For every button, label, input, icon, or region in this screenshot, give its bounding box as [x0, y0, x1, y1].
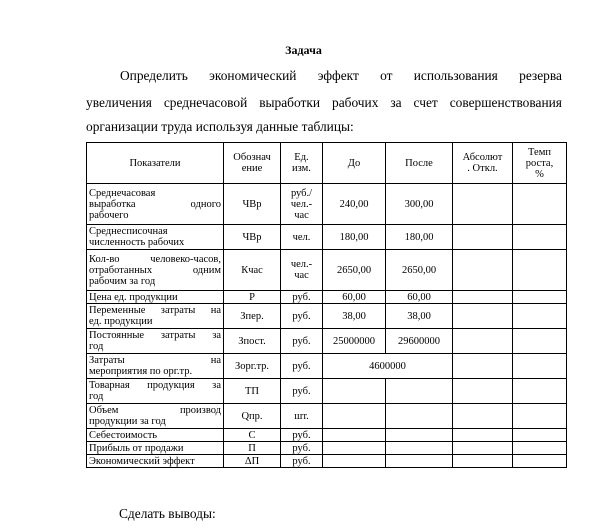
row-abs-dev: [453, 442, 513, 455]
row-unit: чел.: [281, 225, 323, 250]
row-growth: [513, 329, 567, 354]
header-indicator: Показатели: [87, 143, 224, 184]
row-growth: [513, 404, 567, 429]
row-symbol: Р: [224, 291, 281, 304]
row-after: 29600000: [386, 329, 453, 354]
row-growth: [513, 225, 567, 250]
data-table: [86, 142, 567, 468]
row-unit: руб.: [281, 379, 323, 404]
header-unit: Ед. изм.: [281, 143, 323, 184]
header-after: После: [386, 143, 453, 184]
table-row: [87, 429, 567, 442]
row-symbol: П: [224, 442, 281, 455]
row-growth: [513, 429, 567, 442]
row-indicator: Среднечасовая выработка одного рабочего: [87, 184, 224, 225]
table-row: [87, 442, 567, 455]
row-growth: [513, 291, 567, 304]
table-row: [87, 225, 567, 250]
row-symbol: Зорг.тр.: [224, 354, 281, 379]
row-abs-dev: [453, 184, 513, 225]
task-paragraph-line-3: организации труда используя данные таблицы:: [86, 119, 354, 134]
line1-word: Определить: [120, 68, 188, 83]
row-growth: [513, 442, 567, 455]
row-growth: [513, 379, 567, 404]
row-before: 60,00: [323, 291, 386, 304]
task-paragraph-line-2: [86, 95, 562, 111]
row-before: 180,00: [323, 225, 386, 250]
row-before: [323, 379, 386, 404]
header-symbol: Обознач ение: [224, 143, 281, 184]
row-after: 180,00: [386, 225, 453, 250]
row-growth: [513, 250, 567, 291]
table-header-row: [87, 143, 567, 184]
table-row: [87, 354, 567, 379]
row-growth: [513, 455, 567, 468]
row-indicator: Объем производ продукции за год: [87, 404, 224, 429]
row-unit: руб.: [281, 329, 323, 354]
row-symbol: ТП: [224, 379, 281, 404]
row-before: 240,00: [323, 184, 386, 225]
row-abs-dev: [453, 354, 513, 379]
row-before: [323, 429, 386, 442]
table-row: [87, 379, 567, 404]
row-unit: руб.: [281, 455, 323, 468]
row-after: [386, 429, 453, 442]
row-indicator: Среднесписочная численность рабочих: [87, 225, 224, 250]
row-unit: чел.- час: [281, 250, 323, 291]
row-merged-value: 4600000: [323, 354, 453, 379]
row-unit: руб.: [281, 429, 323, 442]
row-abs-dev: [453, 455, 513, 468]
line1-word: эффект: [317, 68, 359, 83]
row-abs-dev: [453, 304, 513, 329]
row-after: 60,00: [386, 291, 453, 304]
row-after: [386, 379, 453, 404]
row-before: 2650,00: [323, 250, 386, 291]
row-unit: руб.: [281, 304, 323, 329]
row-after: [386, 404, 453, 429]
row-before: 25000000: [323, 329, 386, 354]
row-symbol: С: [224, 429, 281, 442]
row-growth: [513, 184, 567, 225]
row-symbol: Зпер.: [224, 304, 281, 329]
header-growth: Темп роста, %: [513, 143, 567, 184]
row-after: [386, 455, 453, 468]
row-indicator: Цена ед. продукции: [87, 291, 224, 304]
line2-word: среднечасовой: [163, 95, 248, 110]
header-before: До: [323, 143, 386, 184]
row-symbol: Qпр.: [224, 404, 281, 429]
line2-word: рабочих: [332, 95, 379, 110]
row-unit: руб.: [281, 291, 323, 304]
row-after: 2650,00: [386, 250, 453, 291]
row-symbol: Зпост.: [224, 329, 281, 354]
row-indicator: Прибыль от продажи: [87, 442, 224, 455]
line1-word: от: [380, 68, 393, 83]
row-indicator: Себестоимость: [87, 429, 224, 442]
row-symbol: ΔП: [224, 455, 281, 468]
table-row: [87, 304, 567, 329]
row-indicator: Товарная продукция за год: [87, 379, 224, 404]
row-abs-dev: [453, 291, 513, 304]
line2-word: выработки: [259, 95, 321, 110]
line2-word: счет: [413, 95, 438, 110]
line2-word: за: [390, 95, 402, 110]
line2-word: совершенствования: [449, 95, 562, 110]
row-indicator: Переменные затраты на ед. продукции: [87, 304, 224, 329]
row-abs-dev: [453, 329, 513, 354]
row-abs-dev: [453, 250, 513, 291]
row-before: [323, 455, 386, 468]
table-row: [87, 329, 567, 354]
row-indicator: Постоянные затраты за год: [87, 329, 224, 354]
row-abs-dev: [453, 379, 513, 404]
task-paragraph-line-1: [86, 68, 562, 84]
row-symbol: ЧВр: [224, 184, 281, 225]
row-growth: [513, 354, 567, 379]
row-unit: руб.: [281, 442, 323, 455]
header-abs-dev: Абсолют . Откл.: [453, 143, 513, 184]
row-before: [323, 404, 386, 429]
conclusion-text: Сделать выводы:: [119, 506, 216, 521]
row-symbol: Кчас: [224, 250, 281, 291]
table-row: [87, 250, 567, 291]
row-indicator: Кол-во человеко-часов, отработанных одним рабочим за год: [87, 250, 224, 291]
line1-word: экономический: [209, 68, 297, 83]
row-symbol: ЧВр: [224, 225, 281, 250]
row-before: [323, 442, 386, 455]
line1-word: резерва: [519, 68, 562, 83]
row-abs-dev: [453, 404, 513, 429]
row-abs-dev: [453, 429, 513, 442]
row-unit: руб.: [281, 354, 323, 379]
row-before: 38,00: [323, 304, 386, 329]
row-after: [386, 442, 453, 455]
table-row: [87, 291, 567, 304]
table-row: [87, 455, 567, 468]
row-unit: руб./ чел.- час: [281, 184, 323, 225]
row-after: 300,00: [386, 184, 453, 225]
line2-word: увеличения: [86, 95, 152, 110]
row-indicator: Затраты на мероприятия по орг.тр.: [87, 354, 224, 379]
row-abs-dev: [453, 225, 513, 250]
table-row: [87, 184, 567, 225]
row-indicator: Экономический эффект: [87, 455, 224, 468]
row-growth: [513, 304, 567, 329]
task-title: Задача: [285, 43, 322, 57]
line1-word: использования: [413, 68, 498, 83]
row-after: 38,00: [386, 304, 453, 329]
row-unit: шт.: [281, 404, 323, 429]
table-row: [87, 404, 567, 429]
